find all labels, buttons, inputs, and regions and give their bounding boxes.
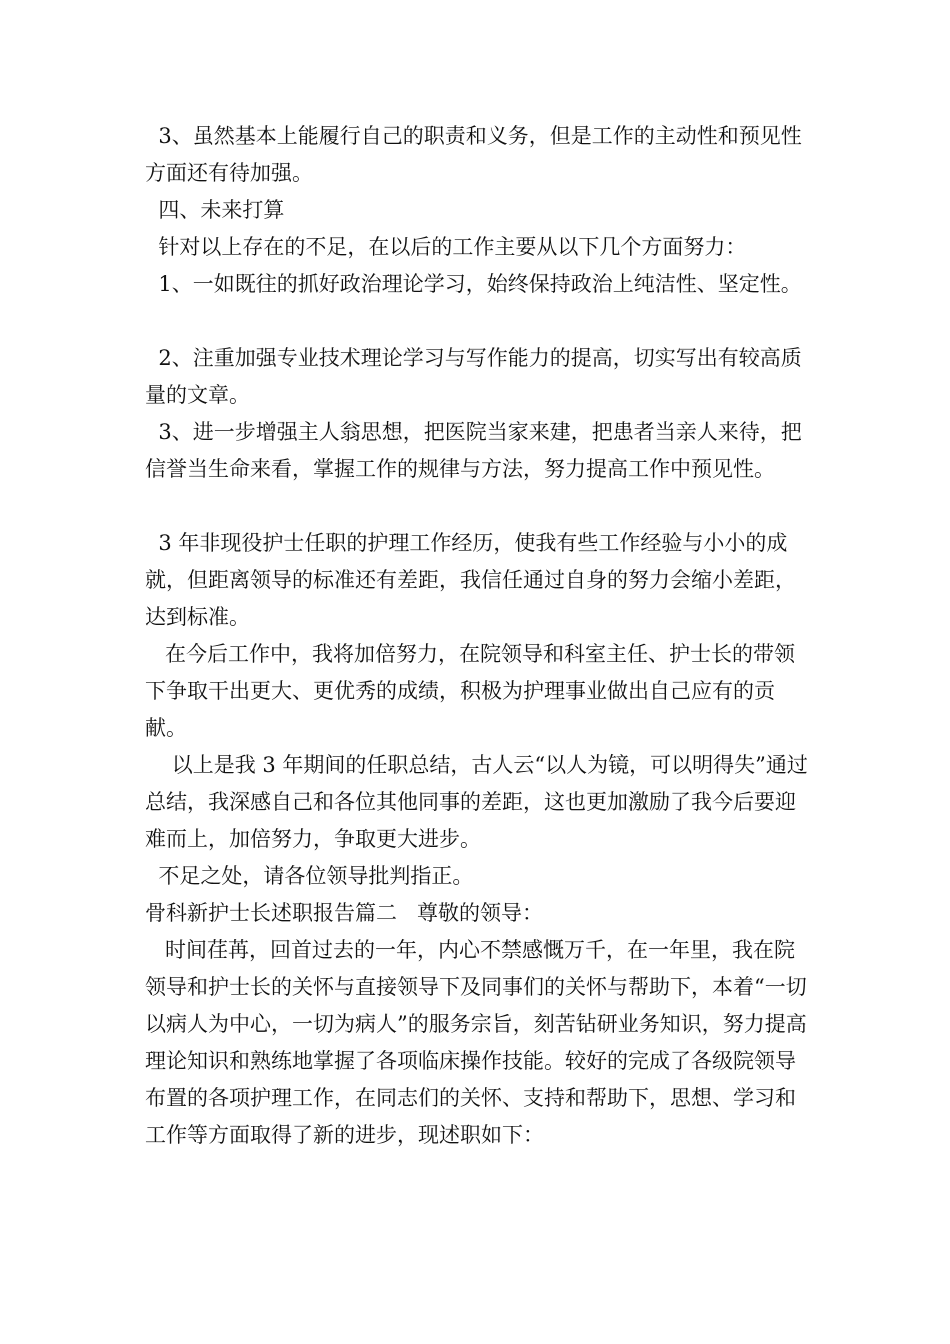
paragraph-experience: 3 年非现役护士任职的护理工作经历，使我有些工作经验与小小的成就，但距离领导的标准还有差距，我信任通过自身的努力会缩小差距，达到标准。 <box>145 531 796 629</box>
paragraph-improvement-intro: 针对以上存在的不足，在以后的工作主要从以下几个方面努力： <box>145 235 747 259</box>
section-heading-future-plans: 四、未来打算 <box>145 198 285 222</box>
paragraph-plan-3: 3、进一步增强主人翁思想，把医院当家来建，把患者当亲人来待，把信誉当生命来看，掌握工作的规律与方法，努力提高工作中预见性。 <box>145 420 802 481</box>
paragraph-closing: 不足之处，请各位领导批判指正。 <box>145 864 474 888</box>
paragraph-plan-2: 2、注重加强专业技术理论学习与写作能力的提高，切实写出有较高质量的文章。 <box>145 346 802 407</box>
paragraph-future-work: 在今后工作中，我将加倍努力，在院领导和科室主任、护士长的带领下争取干出更大、更优秀的成绩，积极为护理事业做出自己应有的贡献。 <box>145 642 796 740</box>
section-title-report-two: 骨科新护士长述职报告篇二 尊敬的领导： <box>145 901 544 925</box>
paragraph-shortcoming-3: 3、虽然基本上能履行自己的职责和义务，但是工作的主动性和预见性方面还有待加强。 <box>145 124 802 185</box>
paragraph-summary: 以上是我 3 年期间的任职总结，古人云“以人为镜，可以明得失”通过总结，我深感自己和各位其他同事的差距，这也更加激励了我今后要迎难而上，加倍努力，争取更大进步。 <box>145 753 808 851</box>
paragraph-plan-1: 1、一如既往的抓好政治理论学习，始终保持政治上纯洁性、坚定性。 <box>145 272 802 296</box>
paragraph-report-two-body: 时间荏苒，回首过去的一年，内心不禁感慨万千，在一年里，我在院领导和护士长的关怀与直接领导下及同事们的关怀与帮助下，本着“一切以病人为中心，一切为病人”的服务宗旨，刻苦钻研业务知识，努力提高理论知识和熟练地掌握了各项临床操作技能。较好的完成了各级院领导布置的各项护理工作，在同志们的关怀、支持和帮助下，思想、学习和工作等方面取得了新的进步，现述职如下： <box>145 938 807 1147</box>
